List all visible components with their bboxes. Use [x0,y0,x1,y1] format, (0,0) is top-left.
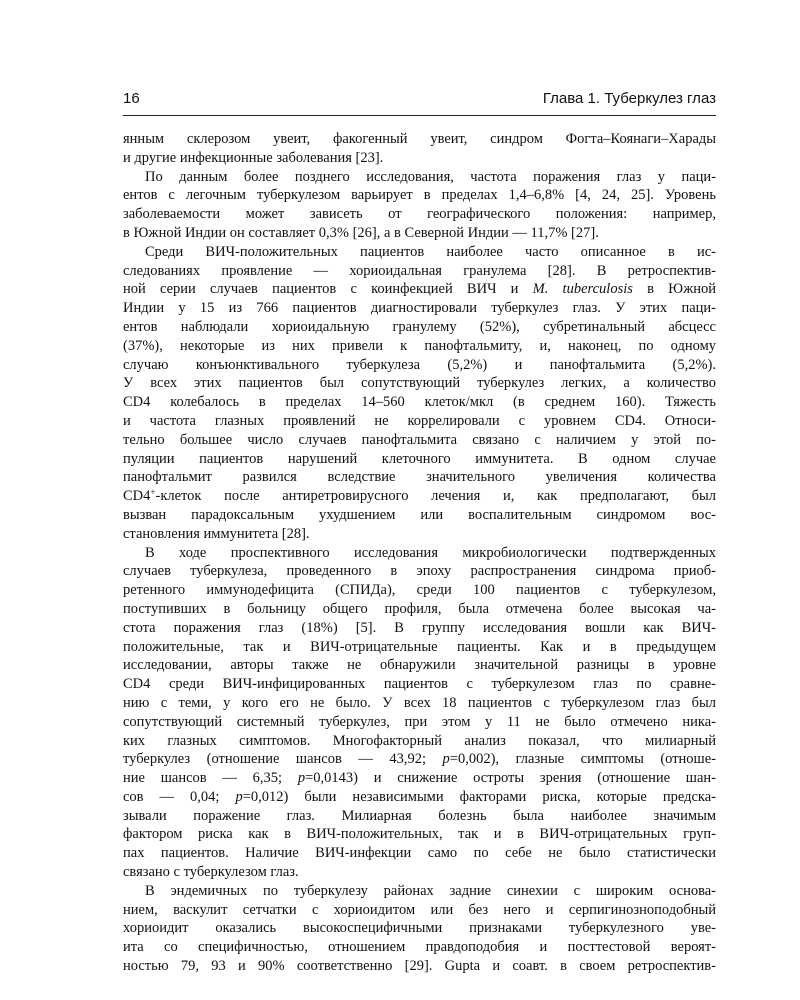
paragraph-continuation [123,130,716,168]
text-line: вызван парадоксальным ухудшением или воспалительным синдромом вос- [123,506,716,523]
text-line: исследовании, авторы также не обнаружили значительной разницы в уровне [123,657,716,674]
text-line: ентов с легочным туберкулезом варьирует в пределах 1,4–6,8% [4, 24, 25]. Уровень [123,187,716,204]
page-number: 16 [123,90,140,107]
text-line: (37%), некоторые из них привели к панофтальмиту, и, наконец, по одному [123,337,716,354]
text-line: ностью 79, 93 и 90% соответственно [29]. Gupta и соавт. в своем ретроспектив- [123,958,716,975]
text-line: следованиях проявление — хориоидальная гранулема [28]. В ретроспектив- [123,262,716,279]
text-line: сопутствующий системный туберкулез, при этом у 11 не было отмечено ника- [123,713,716,730]
text-line: В эндемичных по туберкулезу районах задние синехии с широким основа- [145,882,716,899]
body-text [123,130,716,976]
text-line: янным склерозом увеит, факогенный увеит, синдром Фогта–Коянаги–Харады [123,131,716,147]
text-line: нием, васкулит сетчатки с хориоидитом или без него и серпигинозноподобный [123,901,716,918]
text-line: пуляции пациентов нарушений клеточного иммунитета. В одном случае [123,450,716,467]
text-line: ние шансов — 6,35; p=0,0143) и снижение остроты зрения (отношение шан- [123,770,716,787]
text-line: и частота глазных проявлений не коррелировали с уровнем CD4. Относи- [123,412,716,429]
paragraph-hiv-positive [123,243,716,544]
paragraph-frequency [123,168,716,243]
text-line: нию с теми, у кого его не было. У всех 18 пациентов с туберкулезом глаз был [123,694,716,711]
text-line: случаю конъюнктивального туберкулеза (5,2%) и панофтальмита (5,2%). [123,356,716,373]
text-line: Среди ВИЧ-положительных пациентов наиболее часто описанное в ис- [145,243,716,260]
text-line: ких глазных симптомов. Многофакторный анализ показал, что милиарный [123,732,716,749]
text-line: ной серии случаев пациентов с коинфекцией ВИЧ и M. tuberculosis в Южной [123,281,716,298]
text-line: панофтальмит развился вследствие значительного увеличения количества [123,469,716,486]
paragraph-endemic-regions [123,882,716,976]
paragraph-prospective-study [123,544,716,882]
text-line: ентов наблюдали хориоидальную гранулему (52%), субретинальный абсцесс [123,318,716,335]
text-line: CD4 среди ВИЧ-инфицированных пациентов с туберкулезом глаз по сравне- [123,676,716,693]
text-line: Индии у 15 из 766 пациентов диагностировали туберкулез глаз. У этих паци- [123,300,716,317]
text-line: туберкулез (отношение шансов — 43,92; p=0,002), глазные симптомы (отноше- [123,751,716,768]
text-line: ретенного иммунодефицита (СПИДа), среди 100 пациентов с туберкулезом, [123,582,716,599]
page-header [123,90,716,112]
text-line: поступивших в больницу общего профиля, была отмечена более высокая ча- [123,600,716,617]
header-rule [123,115,716,116]
text-line: становления иммунитета [28]. [123,525,310,542]
text-line: в Южной Индии он составляет 0,3% [26], а в Северной Индии — 11,7% [27]. [123,224,599,241]
text-line: стота поражения глаз (18%) [5]. В группу исследования вошли как ВИЧ- [123,619,716,636]
text-line: CD4 колебалось в пределах 14–560 клеток/мкл (в среднем 160). Тяжесть [123,394,716,411]
text-line: В ходе проспективного исследования микробиологически подтвержденных [145,544,716,561]
text-line: фактором риска как в ВИЧ-положительных, так и в ВИЧ-отрицательных груп- [123,826,716,843]
text-line: хориоидит оказались высокоспецифичными признаками туберкулезного уве- [123,920,716,937]
text-line: CD4+-клеток после антиретровирусного лечения и, как предполагают, был [123,487,716,505]
text-line: У всех этих пациентов был сопутствующий туберкулез легких, а количество [123,375,716,392]
text-line: тельно большее число случаев панофтальмита связано с наличием у этой по- [123,431,716,448]
text-line: и другие инфекционные заболевания [23]. [123,149,384,166]
text-line: связано с туберкулезом глаз. [123,864,299,881]
text-line: случаев туберкулеза, проведенного в эпоху распространения синдрома приоб- [123,563,716,580]
text-line: положительные, так и ВИЧ-отрицательные пациенты. Как и в предыдущем [123,638,716,655]
text-line: ита со специфичностью, отношением правдоподобия и посттестовой вероят- [123,939,716,956]
text-line: сов — 0,04; p=0,012) были независимыми факторами риска, которые предска- [123,788,716,805]
text-line: заболеваемости может зависеть от географического положения: например, [123,206,716,223]
text-line: По данным более позднего исследования, частота поражения глаз у паци- [145,168,716,185]
running-title: Глава 1. Туберкулез глаз [542,90,716,107]
text-line: зывали поражение глаз. Милиарная болезнь была наиболее значимым [123,807,716,824]
text-line: пах пациентов. Наличие ВИЧ-инфекции само по себе не было статистически [123,845,716,862]
